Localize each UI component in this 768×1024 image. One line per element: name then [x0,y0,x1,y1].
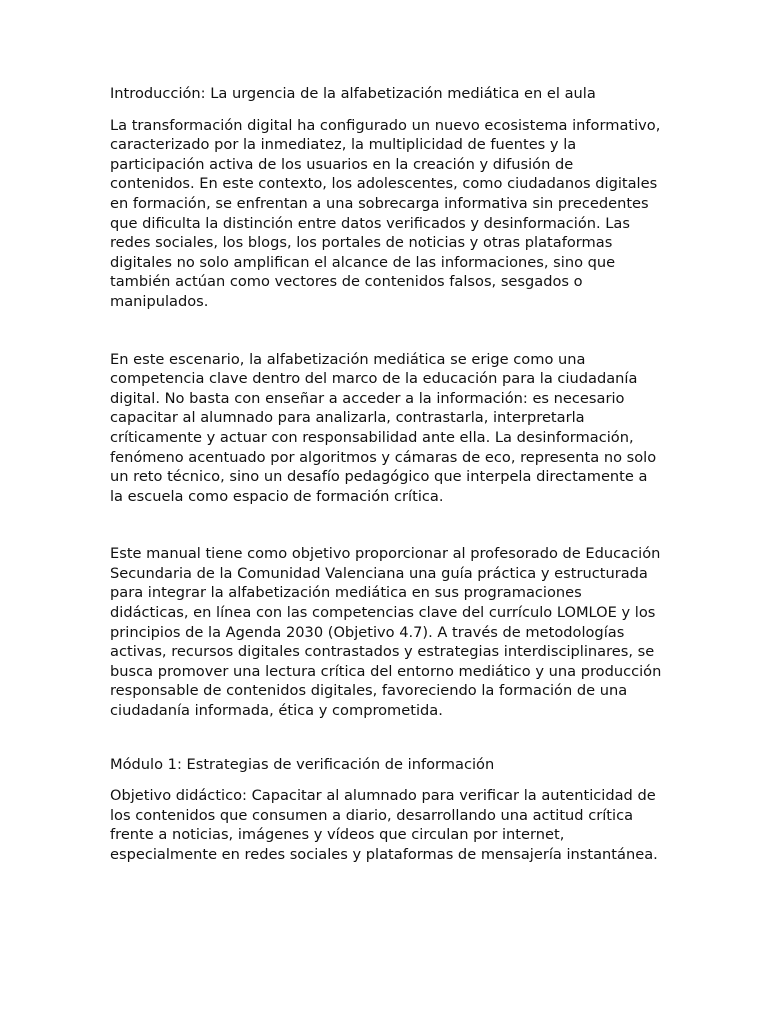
intro-paragraph-2: En este escenario, la alfabetización mediática se erige como una competencia clave dentro del marco de la educación para la ciudadanía digital. No basta con enseñar a acceder a la información: es necesario capacitar al alumnado para analizarla, contrastarla, interpretarla críticamente y actuar con responsabilidad ante ella. La desinformación, fenómeno acentuado por algoritmos y cámaras de eco, representa no solo un reto técnico, sino un desafío pedagógico que interpela directamente a la escuela como espacio de formación crítica. [110,350,657,505]
module1-heading: Módulo 1: Estrategias de verificación de información [110,755,495,773]
paragraph-spacer [110,506,662,544]
module1-objective-paragraph: Objetivo didáctico: Capacitar al alumnado para verificar la autenticidad de los contenidos que consumen a diario, desarrollando una actitud crítica frente a noticias, imágenes y vídeos que circulan por internet, especialmente en redes sociales y plataformas de mensajería instantánea. [110,787,658,863]
intro-paragraph-1: La transformación digital ha configurado un nuevo ecosistema informativo, caracterizado por la inmediatez, la multiplicidad de fuentes y la participación activa de los usuarios en la creación y difusión de contenidos. En este contexto, los adolescentes, como ciudadanos digitales en formación, se enfrentan a una sobrecarga informativa sin precedentes que dificulta la distinción entre datos verificados y desinformación. Las redes sociales, los blogs, los portales de noticias y otras plataformas digitales no solo amplifican el alcance de las informaciones, sino que también actúan como vectores de contenidos falsos, sesgados o manipulados. [110,116,661,310]
paragraph-spacer [110,312,662,350]
intro-heading: Introducción: La urgencia de la alfabetización mediática en el aula [110,85,596,102]
intro-paragraph-3: Este manual tiene como objetivo proporcionar al profesorado de Educación Secundaria de la Comunidad Valenciana una guía práctica y estructurada para integrar la alfabetización mediática en sus programaciones didácticas, en línea con las competencias clave del currículo LOMLOE y los principios de la Agenda 2030 (Objetivo 4.7). A través de metodologías activas, recursos digitales contrastados y estrategias interdisciplinares, se busca promover una lectura crítica del entorno mediático y una producción responsable de contenidos digitales, favoreciendo la formación de una ciudadanía informada, ética y comprometida. [110,545,662,720]
document-page [110,84,662,865]
section-spacer [110,721,662,755]
